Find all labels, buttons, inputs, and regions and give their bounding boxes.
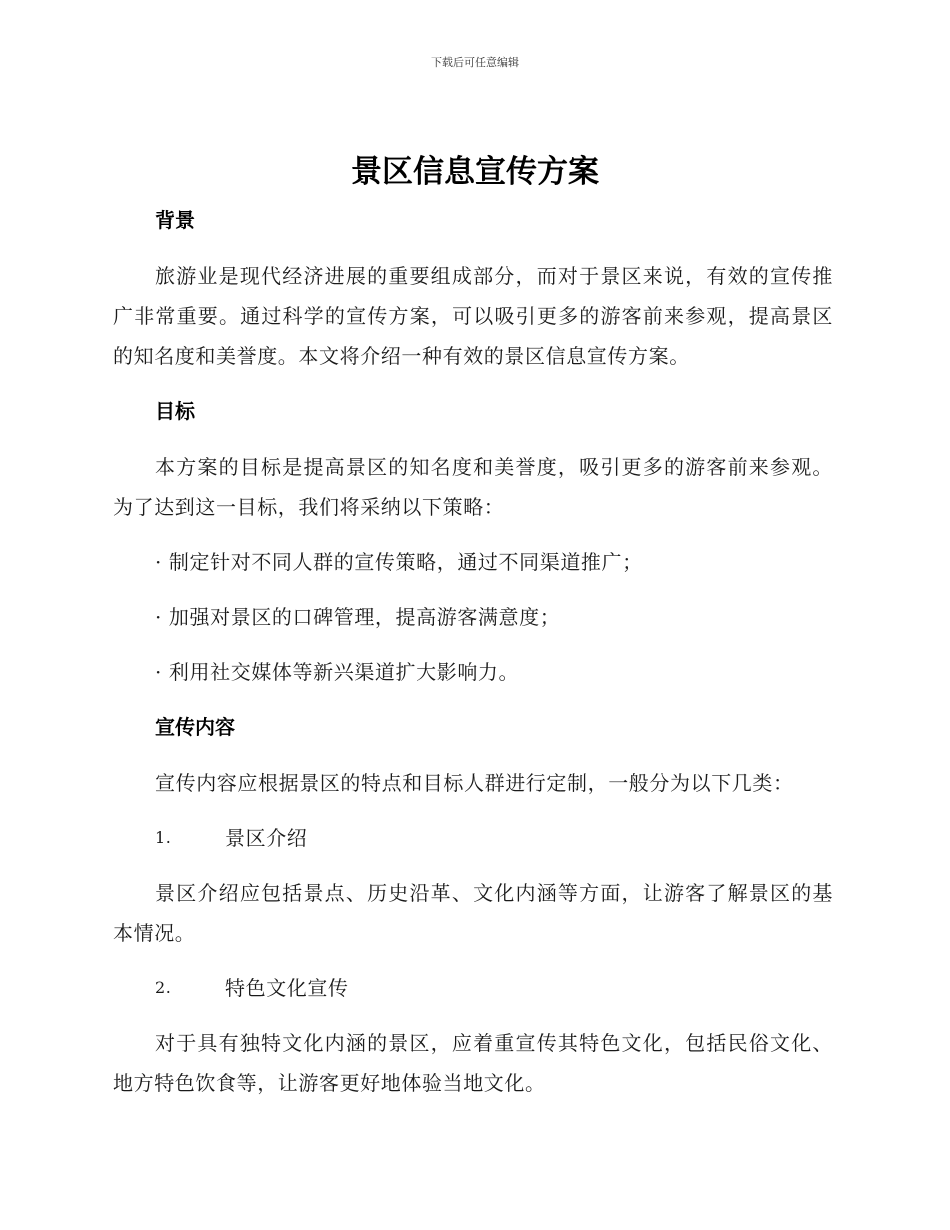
numbered-item: [113, 968, 833, 1008]
section-heading-background: 背景: [155, 208, 195, 232]
section-heading-goal: 目标: [155, 399, 195, 423]
header-note: 下载后可任意编辑: [431, 56, 519, 69]
goal-paragraph: 本方案的目标是提高景区的知名度和美誉度，吸引更多的游客前来参观。为了达到这一目标，我们将采纳以下策略：: [113, 455, 833, 519]
item-number: 1.: [155, 828, 172, 847]
bullet-item: · 加强对景区的口碑管理，提高游客满意度；: [155, 605, 561, 629]
item-label: 景区介绍: [225, 826, 308, 850]
bullet-item: · 制定针对不同人群的宣传策略，通过不同渠道推广；: [155, 550, 643, 574]
bullet-item: · 利用社交媒体等新兴渠道扩大影响力。: [155, 660, 520, 684]
background-paragraph: 旅游业是现代经济进展的重要组成部分，而对于景区来说，有效的宣传推广非常重要。通过科学的宣传方案，可以吸引更多的游客前来参观，提高景区的知名度和美誉度。本文将介绍一种有效的景区信息宣传方案。: [113, 264, 833, 368]
item-number: 2.: [155, 978, 172, 997]
numbered-item: [113, 818, 833, 858]
document-title: 景区信息宣传方案: [351, 154, 599, 190]
item-paragraph: 景区介绍应包括景点、历史沿革、文化内涵等方面，让游客了解景区的基本情况。: [113, 881, 833, 945]
item-label: 特色文化宣传: [225, 976, 349, 1000]
content-intro-paragraph: 宣传内容应根据景区的特点和目标人群进行定制，一般分为以下几类：: [155, 771, 794, 795]
document-body: [113, 200, 833, 1118]
section-heading-content: 宣传内容: [155, 715, 235, 739]
item-paragraph: 对于具有独特文化内涵的景区，应着重宣传其特色文化，包括民俗文化、地方特色饮食等，让游客更好地体验当地文化。: [113, 1031, 833, 1095]
